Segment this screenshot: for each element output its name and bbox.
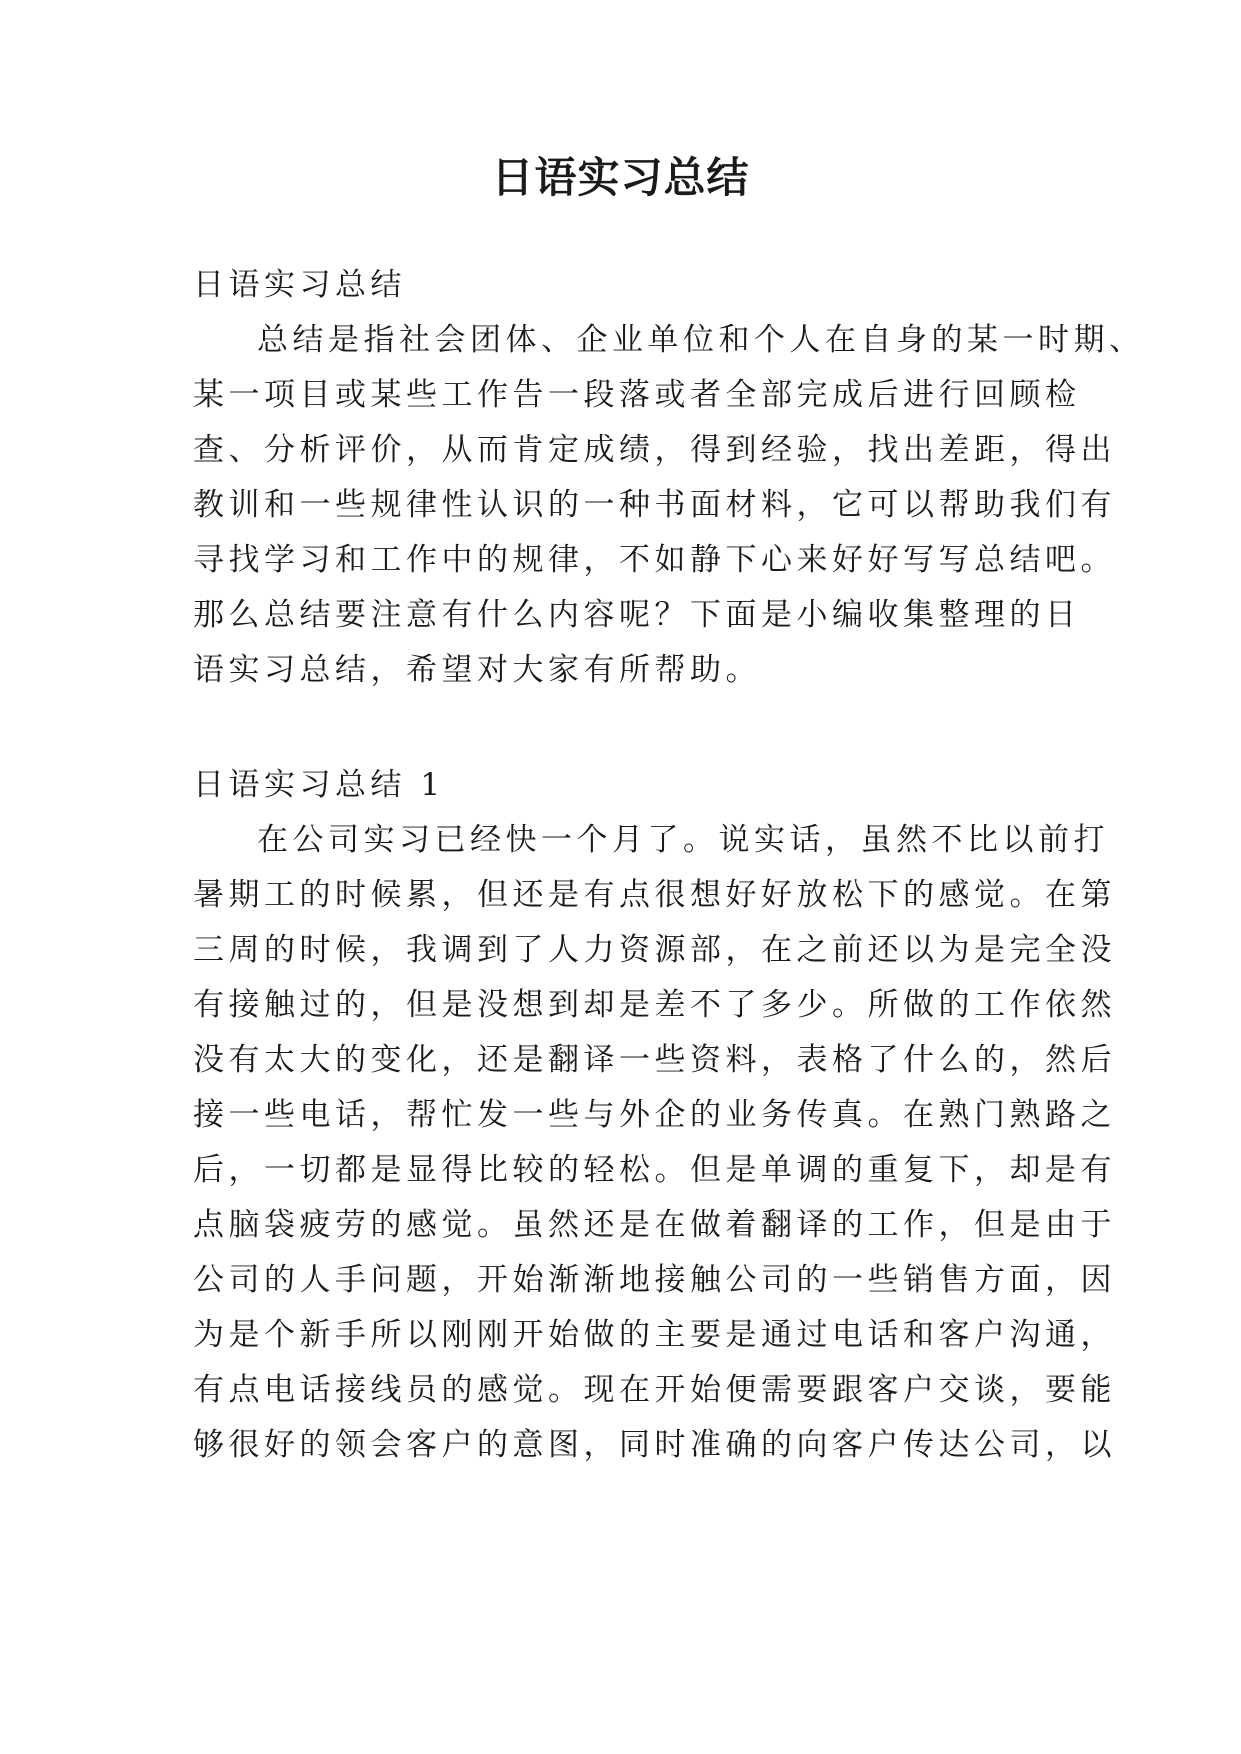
body-line: 没有太大的变化，还是翻译一些资料，表格了什么的，然后: [193, 1042, 1116, 1078]
body-line: 暑期工的时候累，但还是有点很想好好放松下的感觉。在第: [193, 877, 1116, 913]
body-line: 够很好的领会客户的意图，同时准确的向客户传达公司，以: [193, 1427, 1116, 1463]
intro-line: 寻找学习和工作中的规律，不如静下心来好好写写总结吧。: [193, 542, 1116, 578]
intro-line: 总结是指社会团体、企业单位和个人在自身的某一时期、: [257, 322, 1145, 358]
intro-line: 查、分析评价，从而肯定成绩，得到经验，找出差距，得出: [193, 432, 1116, 468]
intro-heading: 日语实习总结: [193, 267, 406, 303]
section-heading: 日语实习总结 1: [193, 767, 445, 803]
intro-line: 某一项目或某些工作告一段落或者全部完成后进行回顾检: [193, 377, 1081, 413]
body-line: 后，一切都是显得比较的轻松。但是单调的重复下，却是有: [193, 1152, 1116, 1188]
body-line: 有接触过的，但是没想到却是差不了多少。所做的工作依然: [193, 987, 1116, 1023]
body-line: 有点电话接线员的感觉。现在开始便需要跟客户交谈，要能: [193, 1372, 1116, 1408]
body-line: 三周的时候，我调到了人力资源部，在之前还以为是完全没: [193, 932, 1116, 968]
body-line: 点脑袋疲劳的感觉。虽然还是在做着翻译的工作，但是由于: [193, 1207, 1116, 1243]
document-title: 日语实习总结: [491, 153, 750, 202]
body-line: 在公司实习已经快一个月了。说实话，虽然不比以前打: [257, 822, 1109, 858]
intro-line: 那么总结要注意有什么内容呢？下面是小编收集整理的日: [193, 597, 1081, 633]
body-line: 公司的人手问题，开始渐渐地接触公司的一些销售方面，因: [193, 1262, 1116, 1298]
intro-line: 教训和一些规律性认识的一种书面材料，它可以帮助我们有: [193, 487, 1116, 523]
body-line: 为是个新手所以刚刚开始做的主要是通过电话和客户沟通，: [193, 1317, 1116, 1353]
body-line: 接一些电话，帮忙发一些与外企的业务传真。在熟门熟路之: [193, 1097, 1116, 1133]
intro-line: 语实习总结，希望对大家有所帮助。: [193, 652, 761, 688]
